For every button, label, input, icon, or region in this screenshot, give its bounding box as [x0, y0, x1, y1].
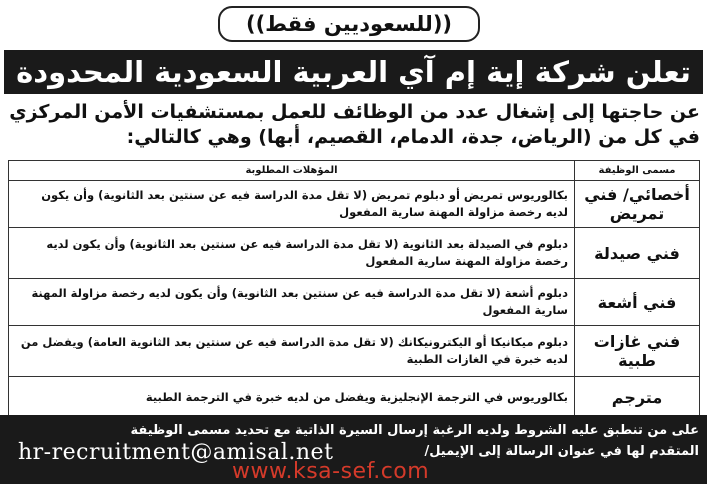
- website-watermark: www.ksa-sef.com: [232, 459, 430, 484]
- job-title-cell: فني أشعة: [575, 279, 700, 326]
- job-title-cell: فني صيدلة: [575, 228, 700, 279]
- table-row: [9, 377, 700, 418]
- application-footer: [0, 415, 707, 484]
- qualification-cell: بكالوريوس في الترجمة الإنجليزية ويفضل من لديه خبرة في الترجمة الطبية: [9, 377, 575, 418]
- intro-text: [8, 100, 700, 150]
- intro-line-1: عن حاجتها إلى إشغال عدد من الوظائف للعمل بمستشفيات الأمن المركزي: [9, 101, 700, 123]
- jobs-table: [8, 160, 700, 418]
- table-header-row: [9, 161, 700, 181]
- intro-line-2: في كل من (الرياض، جدة، الدمام، القصيم، أبها) وهي كالتالي:: [126, 126, 700, 148]
- recruitment-email-link[interactable]: hr-recruitment@amisal.net: [18, 440, 334, 465]
- table-row: [9, 279, 700, 326]
- header-qualifications: المؤهلات المطلوبة: [9, 161, 575, 181]
- saudis-only-tag: ((للسعوديين فقط)): [218, 6, 480, 42]
- qualification-cell: بكالوريوس تمريض أو دبلوم تمريض (لا تقل مدة الدراسة فيه عن سنتين بعد الثانوية) وأن يكون لديه رخصة مزاولة المهنة سارية المفعول: [9, 181, 575, 228]
- qualification-cell: دبلوم في الصيدلة بعد الثانوية (لا تقل مدة الدراسة فيه عن سنتين بعد الثانوية) وأن يكون لديه رخصة مزاولة المهنة سارية المفعول: [9, 228, 575, 279]
- table-row: [9, 228, 700, 279]
- table-row: [9, 181, 700, 228]
- company-announcement-title: تعلن شركة إية إم آي العربية السعودية المحدودة: [4, 50, 703, 94]
- job-title-cell: مترجم: [575, 377, 700, 418]
- header-job-title: مسمى الوظيفة: [575, 161, 700, 181]
- footer-instructions-line-2: المتقدم لها في عنوان الرسالة إلى الإيميل/: [424, 444, 699, 459]
- job-title-cell: أخصائي/ فني تمريض: [575, 181, 700, 228]
- footer-instructions-line-1: على من تنطبق عليه الشروط ولديه الرغبة إرسال السيرة الذاتية مع تحديد مسمى الوظيفة: [130, 423, 699, 438]
- qualification-cell: دبلوم ميكانيكا أو اليكترونيكانك (لا تقل مدة الدراسة فيه عن سنتين بعد الثانوية العامة) ويفضل من لديه خبرة في الغازات الطبية: [9, 326, 575, 377]
- job-title-cell: فني غازات طبية: [575, 326, 700, 377]
- table-row: [9, 326, 700, 377]
- qualification-cell: دبلوم أشعة (لا تقل مدة الدراسة فيه عن سنتين بعد الثانوية) وأن يكون لديه رخصة مزاولة المهنة سارية المفعول: [9, 279, 575, 326]
